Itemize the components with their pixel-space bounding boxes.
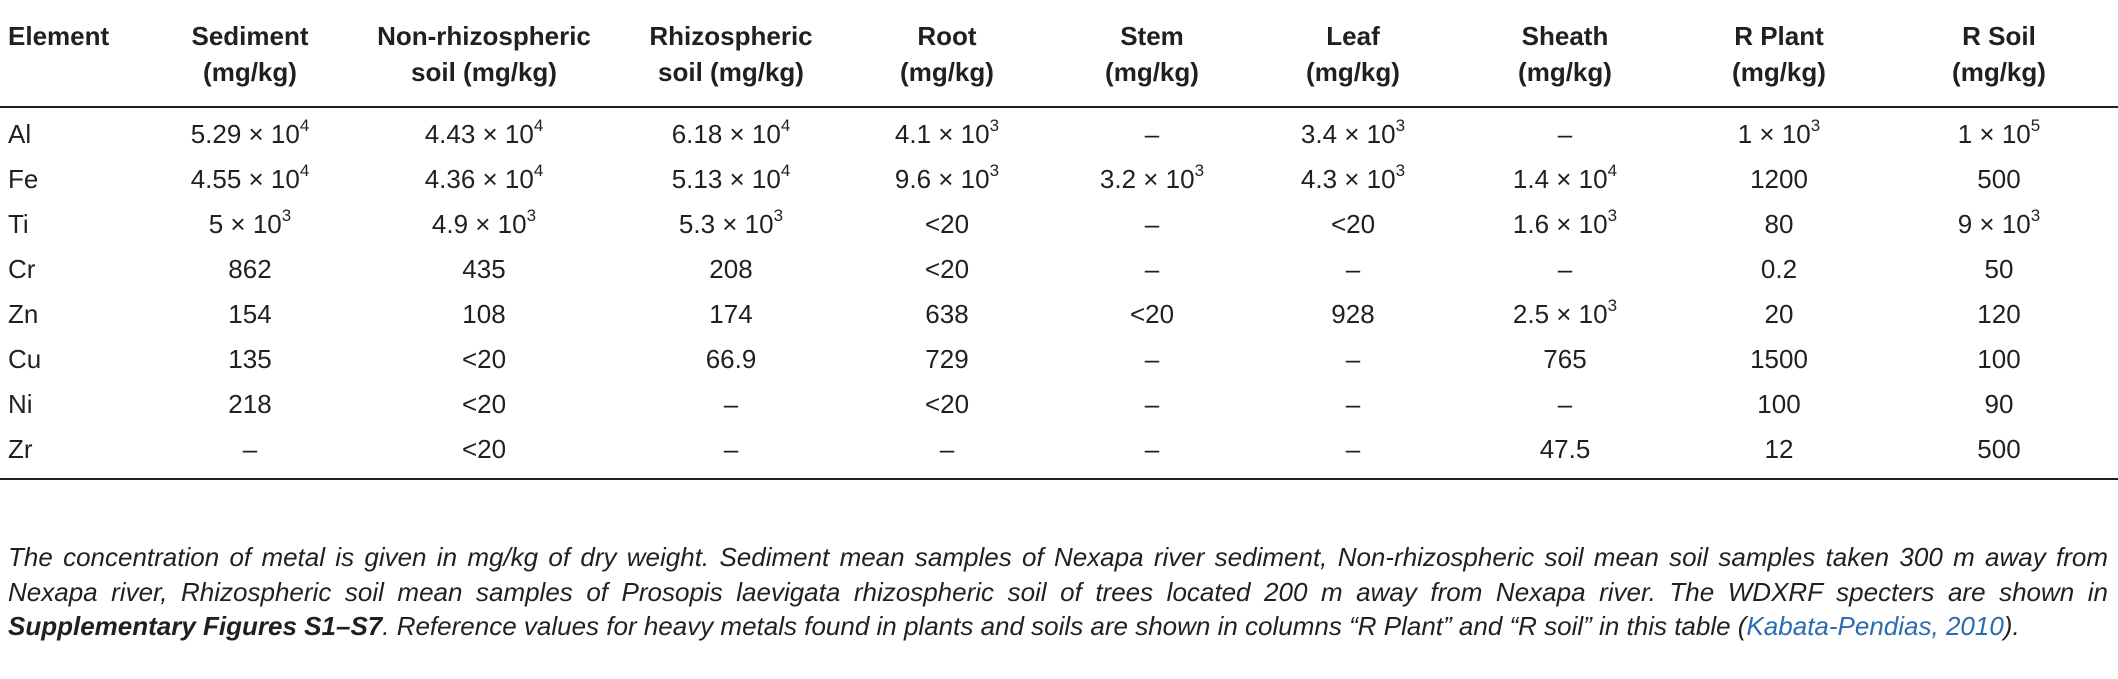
cell-value: 1500 bbox=[1750, 344, 1808, 374]
cell-value: 6.18 × 10 bbox=[671, 119, 781, 149]
cell-exponent: 4 bbox=[299, 161, 310, 181]
column-header bbox=[618, 0, 844, 107]
value-cell bbox=[1880, 292, 2118, 337]
value-cell bbox=[1678, 292, 1880, 337]
value-cell bbox=[150, 107, 350, 157]
table-header bbox=[0, 0, 2118, 107]
value-cell bbox=[150, 292, 350, 337]
column-header bbox=[1880, 0, 2118, 107]
cell-value: 47.5 bbox=[1539, 434, 1591, 464]
cell-value: – bbox=[1345, 434, 1361, 464]
header-row bbox=[0, 0, 2118, 107]
cell-value: – bbox=[723, 434, 739, 464]
cell-exponent: 4 bbox=[1607, 161, 1618, 181]
column-header-line: Sheath bbox=[1521, 21, 1609, 51]
value-cell bbox=[844, 107, 1050, 157]
column-header-line: soil (mg/kg) bbox=[658, 57, 804, 87]
value-cell bbox=[1254, 337, 1452, 382]
value-cell bbox=[150, 157, 350, 202]
cell-value: 1 × 10 bbox=[1957, 119, 2031, 149]
cell-exponent: 3 bbox=[1607, 206, 1618, 226]
cell-exponent: 3 bbox=[526, 206, 537, 226]
value-cell bbox=[150, 382, 350, 427]
cell-value: Fe bbox=[8, 164, 39, 194]
table-footnote bbox=[8, 540, 2108, 644]
cell-value: – bbox=[1557, 389, 1573, 419]
value-cell bbox=[350, 427, 618, 479]
column-header-line: (mg/kg) bbox=[1518, 57, 1612, 87]
value-cell bbox=[1050, 337, 1254, 382]
value-cell bbox=[1254, 292, 1452, 337]
value-cell bbox=[1678, 107, 1880, 157]
value-cell bbox=[1452, 292, 1678, 337]
value-cell bbox=[1678, 382, 1880, 427]
cell-value: – bbox=[1144, 119, 1160, 149]
value-cell bbox=[1880, 247, 2118, 292]
cell-value: Cu bbox=[8, 344, 42, 374]
element-cell bbox=[0, 427, 150, 479]
value-cell bbox=[350, 382, 618, 427]
cell-exponent: 3 bbox=[1607, 296, 1618, 316]
cell-value: – bbox=[1144, 434, 1160, 464]
cell-value: 2.5 × 10 bbox=[1512, 299, 1608, 329]
value-cell bbox=[844, 247, 1050, 292]
cell-value: 100 bbox=[1977, 344, 2021, 374]
footnote-text-3: ). bbox=[2003, 611, 2020, 641]
table-row bbox=[0, 157, 2118, 202]
value-cell bbox=[1254, 247, 1452, 292]
value-cell bbox=[1678, 427, 1880, 479]
supplementary-figures-link[interactable]: Supplementary Figures S1–S7 bbox=[8, 611, 383, 641]
cell-value: 729 bbox=[925, 344, 969, 374]
value-cell bbox=[618, 157, 844, 202]
cell-value: Zn bbox=[8, 299, 39, 329]
cell-exponent: 4 bbox=[780, 116, 791, 136]
cell-value: 4.55 × 10 bbox=[190, 164, 300, 194]
element-cell bbox=[0, 337, 150, 382]
column-header bbox=[0, 0, 150, 107]
element-cell bbox=[0, 382, 150, 427]
value-cell bbox=[1880, 337, 2118, 382]
column-header-line: (mg/kg) bbox=[900, 57, 994, 87]
column-header-line: R Plant bbox=[1734, 21, 1824, 51]
value-cell bbox=[1254, 157, 1452, 202]
cell-value: 108 bbox=[462, 299, 506, 329]
column-header-line: Stem bbox=[1120, 21, 1184, 51]
cell-value: 4.3 × 10 bbox=[1300, 164, 1396, 194]
column-header-line: Non-rhizospheric bbox=[377, 21, 591, 51]
cell-value: Ti bbox=[8, 209, 29, 239]
table-row bbox=[0, 202, 2118, 247]
cell-value: Ni bbox=[8, 389, 33, 419]
column-header-line: (mg/kg) bbox=[1732, 57, 1826, 87]
value-cell bbox=[1050, 247, 1254, 292]
table-row bbox=[0, 107, 2118, 157]
element-cell bbox=[0, 157, 150, 202]
cell-value: – bbox=[242, 434, 258, 464]
table-row bbox=[0, 247, 2118, 292]
cell-value: 80 bbox=[1764, 209, 1794, 239]
value-cell bbox=[1452, 157, 1678, 202]
footnote-text-1: The concentration of metal is given in mg/kg of dry weight. Sediment mean samples of Nexapa river sediment, Non-rhizospheric soil mean soil samples taken 300 m away from Nexapa river, Rhizospheric soil mean samples of Prosopis laevigata rhizospheric soil of trees located 200 m away from Nexapa river. The WDXRF specters are shown in bbox=[8, 542, 2108, 607]
value-cell bbox=[618, 247, 844, 292]
value-cell bbox=[1880, 107, 2118, 157]
cell-value: – bbox=[1345, 344, 1361, 374]
cell-value: 218 bbox=[228, 389, 272, 419]
column-header-line: (mg/kg) bbox=[1952, 57, 2046, 87]
cell-value: – bbox=[723, 389, 739, 419]
column-header bbox=[1254, 0, 1452, 107]
column-header-line: Sediment bbox=[191, 21, 309, 51]
cell-exponent: 3 bbox=[2030, 206, 2041, 226]
value-cell bbox=[1452, 382, 1678, 427]
cell-exponent: 4 bbox=[299, 116, 310, 136]
cell-value: Al bbox=[8, 119, 32, 149]
element-cell bbox=[0, 292, 150, 337]
value-cell bbox=[618, 107, 844, 157]
value-cell bbox=[1050, 427, 1254, 479]
value-cell bbox=[1880, 157, 2118, 202]
cell-value: 100 bbox=[1757, 389, 1801, 419]
value-cell bbox=[1678, 247, 1880, 292]
cell-value: 0.2 bbox=[1760, 254, 1798, 284]
cell-exponent: 5 bbox=[2030, 116, 2041, 136]
value-cell bbox=[1452, 427, 1678, 479]
value-cell bbox=[350, 292, 618, 337]
value-cell bbox=[1254, 382, 1452, 427]
cell-value: 1.4 × 10 bbox=[1512, 164, 1608, 194]
cell-value: 66.9 bbox=[705, 344, 757, 374]
value-cell bbox=[1880, 202, 2118, 247]
element-cell bbox=[0, 247, 150, 292]
cell-value: 3.4 × 10 bbox=[1300, 119, 1396, 149]
value-cell bbox=[844, 337, 1050, 382]
table-row bbox=[0, 427, 2118, 479]
value-cell bbox=[618, 382, 844, 427]
cell-value: 500 bbox=[1977, 434, 2021, 464]
value-cell bbox=[1254, 427, 1452, 479]
column-header bbox=[1050, 0, 1254, 107]
value-cell bbox=[1880, 382, 2118, 427]
value-cell bbox=[350, 202, 618, 247]
column-header-line: R Soil bbox=[1962, 21, 2036, 51]
element-cell bbox=[0, 107, 150, 157]
value-cell bbox=[1880, 427, 2118, 479]
column-header-line: (mg/kg) bbox=[203, 57, 297, 87]
cell-value: – bbox=[1144, 254, 1160, 284]
cell-value: 12 bbox=[1764, 434, 1794, 464]
cell-exponent: 3 bbox=[1395, 161, 1406, 181]
column-header-line: Element bbox=[8, 21, 110, 51]
cell-value: 862 bbox=[228, 254, 272, 284]
value-cell bbox=[1678, 202, 1880, 247]
column-header bbox=[350, 0, 618, 107]
column-header-line: Rhizospheric bbox=[649, 21, 813, 51]
column-header bbox=[150, 0, 350, 107]
cell-value: <20 bbox=[461, 344, 507, 374]
cell-value: – bbox=[1345, 254, 1361, 284]
column-header-line: Leaf bbox=[1326, 21, 1380, 51]
value-cell bbox=[844, 427, 1050, 479]
value-cell bbox=[844, 202, 1050, 247]
cell-value: <20 bbox=[461, 389, 507, 419]
footnote-text-2: . Reference values for heavy metals found in plants and soils are shown in columns “R Plant” and “R soil” in this table ( bbox=[382, 611, 1747, 641]
cell-value: – bbox=[1557, 254, 1573, 284]
cell-exponent: 3 bbox=[1194, 161, 1205, 181]
cell-value: 4.43 × 10 bbox=[424, 119, 534, 149]
cell-exponent: 4 bbox=[533, 161, 544, 181]
value-cell bbox=[150, 247, 350, 292]
value-cell bbox=[1452, 247, 1678, 292]
cell-value: 154 bbox=[228, 299, 272, 329]
column-header bbox=[1452, 0, 1678, 107]
cell-exponent: 3 bbox=[1395, 116, 1406, 136]
cell-value: 1.6 × 10 bbox=[1512, 209, 1608, 239]
cell-value: 174 bbox=[709, 299, 753, 329]
value-cell bbox=[1254, 107, 1452, 157]
cell-value: – bbox=[939, 434, 955, 464]
cell-value: 3.2 × 10 bbox=[1099, 164, 1195, 194]
cell-value: 1200 bbox=[1750, 164, 1808, 194]
cell-value: 9.6 × 10 bbox=[894, 164, 990, 194]
value-cell bbox=[350, 247, 618, 292]
value-cell bbox=[844, 157, 1050, 202]
reference-link[interactable]: Kabata-Pendias, 2010 bbox=[1746, 611, 2004, 641]
cell-exponent: 3 bbox=[281, 206, 292, 226]
column-header-line: (mg/kg) bbox=[1306, 57, 1400, 87]
cell-value: 4.36 × 10 bbox=[424, 164, 534, 194]
cell-value: <20 bbox=[924, 209, 970, 239]
value-cell bbox=[1452, 202, 1678, 247]
cell-value: – bbox=[1557, 119, 1573, 149]
value-cell bbox=[1254, 202, 1452, 247]
value-cell bbox=[1678, 157, 1880, 202]
cell-value: – bbox=[1345, 389, 1361, 419]
cell-exponent: 4 bbox=[533, 116, 544, 136]
value-cell bbox=[350, 107, 618, 157]
value-cell bbox=[150, 427, 350, 479]
cell-value: <20 bbox=[461, 434, 507, 464]
value-cell bbox=[350, 337, 618, 382]
value-cell bbox=[1050, 382, 1254, 427]
cell-value: 500 bbox=[1977, 164, 2021, 194]
cell-value: <20 bbox=[924, 254, 970, 284]
value-cell bbox=[1050, 202, 1254, 247]
cell-value: <20 bbox=[924, 389, 970, 419]
value-cell bbox=[1452, 337, 1678, 382]
cell-value: Zr bbox=[8, 434, 33, 464]
cell-value: 5.3 × 10 bbox=[678, 209, 774, 239]
cell-exponent: 3 bbox=[989, 116, 1000, 136]
value-cell bbox=[150, 337, 350, 382]
cell-value: <20 bbox=[1330, 209, 1376, 239]
value-cell bbox=[1452, 107, 1678, 157]
table-row bbox=[0, 382, 2118, 427]
value-cell bbox=[844, 292, 1050, 337]
table-row bbox=[0, 292, 2118, 337]
column-header bbox=[844, 0, 1050, 107]
cell-value: 4.9 × 10 bbox=[431, 209, 527, 239]
column-header bbox=[1678, 0, 1880, 107]
value-cell bbox=[150, 202, 350, 247]
value-cell bbox=[618, 427, 844, 479]
column-header-line: soil (mg/kg) bbox=[411, 57, 557, 87]
value-cell bbox=[1050, 157, 1254, 202]
column-header-line: (mg/kg) bbox=[1105, 57, 1199, 87]
cell-value: 4.1 × 10 bbox=[894, 119, 990, 149]
value-cell bbox=[1050, 107, 1254, 157]
value-cell bbox=[1678, 337, 1880, 382]
cell-value: 1 × 10 bbox=[1737, 119, 1811, 149]
cell-value: 208 bbox=[709, 254, 753, 284]
value-cell bbox=[1050, 292, 1254, 337]
cell-value: 5.13 × 10 bbox=[671, 164, 781, 194]
table-body bbox=[0, 107, 2118, 479]
cell-value: 120 bbox=[1977, 299, 2021, 329]
cell-exponent: 3 bbox=[1810, 116, 1821, 136]
cell-exponent: 3 bbox=[773, 206, 784, 226]
element-cell bbox=[0, 202, 150, 247]
value-cell bbox=[618, 292, 844, 337]
value-cell bbox=[618, 202, 844, 247]
value-cell bbox=[350, 157, 618, 202]
value-cell bbox=[618, 337, 844, 382]
cell-value: Cr bbox=[8, 254, 36, 284]
column-header-line: Root bbox=[917, 21, 977, 51]
cell-value: – bbox=[1144, 209, 1160, 239]
cell-value: 20 bbox=[1764, 299, 1794, 329]
cell-exponent: 4 bbox=[780, 161, 791, 181]
cell-value: 638 bbox=[925, 299, 969, 329]
value-cell bbox=[844, 382, 1050, 427]
cell-value: <20 bbox=[1129, 299, 1175, 329]
cell-value: – bbox=[1144, 389, 1160, 419]
cell-value: 9 × 10 bbox=[1957, 209, 2031, 239]
cell-value: 765 bbox=[1543, 344, 1587, 374]
cell-value: 5.29 × 10 bbox=[190, 119, 300, 149]
cell-exponent: 3 bbox=[989, 161, 1000, 181]
cell-value: 435 bbox=[462, 254, 506, 284]
table-row bbox=[0, 337, 2118, 382]
cell-value: 50 bbox=[1984, 254, 2014, 284]
cell-value: 90 bbox=[1984, 389, 2014, 419]
cell-value: 5 × 10 bbox=[208, 209, 282, 239]
cell-value: – bbox=[1144, 344, 1160, 374]
cell-value: 928 bbox=[1331, 299, 1375, 329]
cell-value: 135 bbox=[228, 344, 272, 374]
